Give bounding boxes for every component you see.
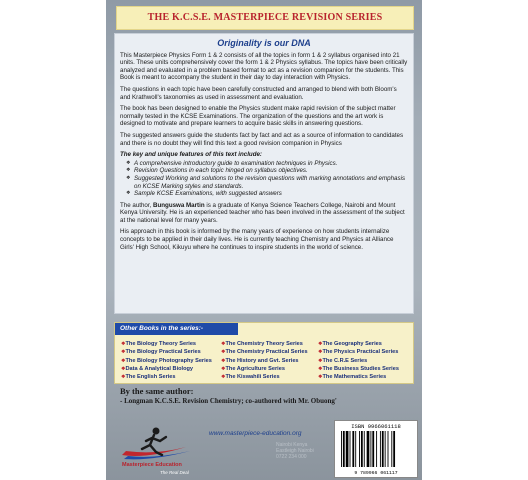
features-heading: The key and unique features of this text include: bbox=[120, 151, 262, 159]
author-name: Bunguswa Martin bbox=[153, 201, 205, 209]
intro-paragraph: This Masterpiece Physics Form 1 & 2 consists of all the topics in form 1 & 2 syllabus organised into 21 units. These units comprehensively cover the form 1 & 2 Physics syllabus. The topics have been critically analyzed and evaluated in a problem based format to act as a revision companion for the students. This Book is meant to accompany the student in their day to day interaction with Physics. bbox=[120, 51, 408, 82]
series-item: ❖ The Chemistry Theory Series bbox=[221, 340, 308, 348]
series-item: ❖ The Geography Series bbox=[318, 340, 399, 348]
series-item: ❖ The Chemistry Practical Series bbox=[221, 348, 308, 356]
approach-paragraph: His approach in this book is informed by the many years of experience on how students internalize concepts to be applied in their daily lives. He is currently teaching Chemistry and Physics at Alliance Girls' High School, Kikuyu where he continues to inspire students in the world of science. bbox=[120, 228, 394, 251]
feature-item: ❖ A comprehensive introductory guide to examination techniques in Physics. bbox=[128, 160, 408, 168]
taxonomy-paragraph: The questions in each topic have been carefully constructed and arranged to blend with both Bloom's and Krathwoll's taxonomies as used in assessment and evaluation. bbox=[120, 85, 397, 101]
series-item: ❖ The History and Gvt. Series bbox=[221, 357, 308, 365]
author-bio: The author, Bunguswa Martin is a graduate of Kenya Science Teachers College, Nairobi and Mount Kenya University. He is an experienced teacher who has been involved in the assessment of the subject at the national level for many years. bbox=[120, 201, 405, 224]
tagline: Originality is our DNA bbox=[217, 38, 311, 48]
publisher-motto: The Real Deal bbox=[160, 470, 189, 475]
series-banner: THE K.C.S.E. MASTERPIECE REVISION SERIES bbox=[116, 6, 414, 30]
description-panel bbox=[114, 33, 414, 314]
feature-item: ❖ Suggested Working and solutions to the revision questions with marking annotations and emphasis on KCSE Marking styles and standards. bbox=[128, 175, 408, 190]
series-item: ❖ The Biology Practical Series bbox=[121, 348, 212, 356]
series-item: ❖ The Agriculture Series bbox=[221, 365, 308, 373]
back-cover bbox=[106, 0, 422, 480]
faint-address: Nairobi Kenya Eastleigh Nairobi 0722 234 000 bbox=[276, 442, 314, 460]
series-item: ❖ The Kiswahili Series bbox=[221, 373, 308, 381]
answers-paragraph: The suggested answers guide the students fact by fact and act as a source of information to candidates and there is no doubt they will find this text a good revision companion in Physics bbox=[120, 131, 404, 147]
same-author-book: - Longman K.C.S.E. Revision Chemistry; co-authored with Mr. Obuong' bbox=[120, 397, 337, 405]
runner-icon bbox=[116, 425, 200, 465]
publisher-logo bbox=[116, 425, 200, 477]
feature-item: ❖ Sample KCSE Examinations, with suggested answers bbox=[128, 190, 408, 198]
design-paragraph: The book has been designed to enable the Physics student make rapid revision of the subject matter normally tested in the KCSE Examinations. The organization of the questions and the art work is designed to motivate and prepare learners to acquire basic skills in answering questions. bbox=[120, 105, 396, 128]
website-link[interactable]: www.masterpiece-education.org bbox=[209, 430, 302, 437]
series-column-3 bbox=[318, 340, 399, 381]
feature-item: ❖ Revision Questions in each topic hinged on syllabus objectives. bbox=[128, 167, 408, 175]
series-item: ❖ The Mathematics Series bbox=[318, 373, 399, 381]
series-item: ❖ Data & Analytical Biology bbox=[121, 365, 212, 373]
series-item: ❖ The C.R.E Series bbox=[318, 357, 399, 365]
same-author-heading: By the same author: bbox=[120, 386, 194, 396]
other-books-box bbox=[114, 322, 414, 384]
series-item: ❖ The English Series bbox=[121, 373, 212, 381]
series-column-2 bbox=[221, 340, 308, 381]
same-author-section bbox=[120, 386, 415, 405]
isbn-label: ISBN 9966061118 bbox=[351, 423, 401, 430]
series-item: ❖ The Biology Photography Series bbox=[121, 357, 212, 365]
barcode-number: 9 789966 061117 bbox=[354, 471, 398, 476]
series-item: ❖ The Physics Practical Series bbox=[318, 348, 399, 356]
other-books-heading: Other Books in the series:- bbox=[115, 323, 238, 335]
barcode-icon bbox=[341, 431, 411, 467]
features-list bbox=[120, 160, 408, 198]
series-item: ❖ The Business Studies Series bbox=[318, 365, 399, 373]
series-column-1 bbox=[121, 340, 212, 381]
barcode bbox=[334, 420, 418, 478]
publisher-name: Masterpiece Education bbox=[122, 462, 182, 468]
series-item: ❖ The Biology Theory Series bbox=[121, 340, 212, 348]
